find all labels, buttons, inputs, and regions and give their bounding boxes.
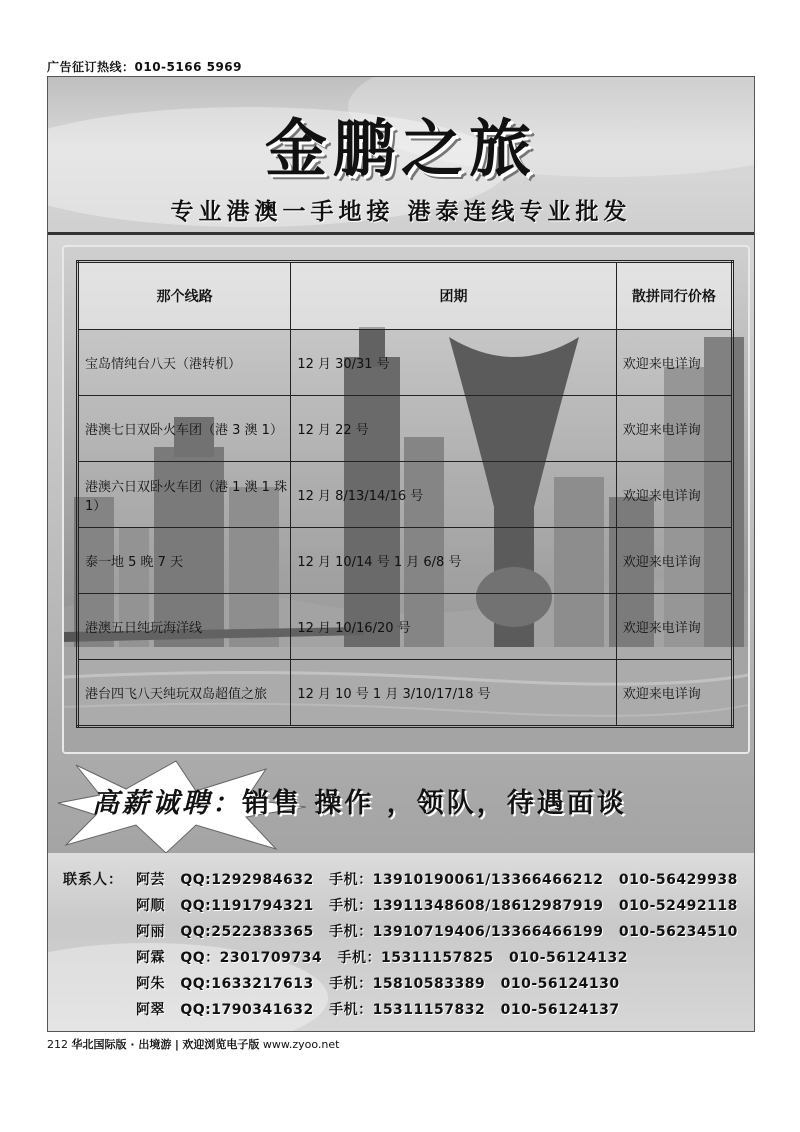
contact-qq: QQ:1633217613 xyxy=(180,976,314,992)
ad-hotline: 广告征订热线：010-5166 5969 xyxy=(47,60,243,74)
brand-title: 金鹏之旅 xyxy=(264,112,537,185)
table-row xyxy=(78,594,733,660)
footer-promo: 欢迎浏览电子版 xyxy=(182,1038,260,1051)
page-number: 212 xyxy=(47,1038,68,1051)
table-row xyxy=(78,396,733,462)
recruitment-banner xyxy=(92,781,627,820)
contact-row xyxy=(136,895,748,915)
table-row xyxy=(78,462,733,528)
table-row xyxy=(78,330,733,396)
contact-mobile: 手机：15810583389 xyxy=(329,976,486,992)
route-table xyxy=(76,260,734,728)
recruitment-label: 高薪诚聘： xyxy=(92,788,242,819)
route-price: 欢迎来电详询 xyxy=(616,660,732,727)
contact-name: 阿朱 xyxy=(136,976,165,992)
contact-row xyxy=(136,973,630,993)
contact-phone: 010-52492118 xyxy=(618,898,738,914)
contact-phone: 010-56124130 xyxy=(500,976,620,992)
brand-slogan: 专业港澳一手地接 港泰连线专业批发 xyxy=(170,199,632,225)
page-footer xyxy=(47,1036,339,1052)
contact-mobile: 手机：13911348608/18612987919 xyxy=(329,898,604,914)
contact-name: 阿翠 xyxy=(136,1002,165,1018)
route-price: 欢迎来电详询 xyxy=(616,528,732,594)
route-name: 宝岛情纯台八天（港转机） xyxy=(78,330,291,396)
contact-mobile: 手机：15311157832 xyxy=(329,1002,486,1018)
advertisement xyxy=(47,76,755,1032)
contacts-label: 联系人： xyxy=(63,872,123,888)
contact-name: 阿顺 xyxy=(136,898,165,914)
route-date: 12 月 30/31 号 xyxy=(291,330,616,396)
contact-phone: 010-56124132 xyxy=(509,950,628,966)
table-header-row xyxy=(78,262,733,330)
route-price: 欢迎来电详询 xyxy=(616,462,732,528)
recruitment-positions: 销售 操作 ，领队，待遇面谈 xyxy=(242,788,627,819)
contact-mobile: 手机：15311157825 xyxy=(337,950,494,966)
header-price: 散拼同行价格 xyxy=(616,262,732,330)
route-price: 欢迎来电详询 xyxy=(616,396,732,462)
contact-qq: QQ:1292984632 xyxy=(180,872,314,888)
website-link[interactable]: www.zyoo.net xyxy=(262,1038,340,1051)
route-date: 12 月 10/14 号 1 月 6/8 号 xyxy=(291,528,616,594)
contact-phone: 010-56429938 xyxy=(618,872,738,888)
route-date: 12 月 10/16/20 号 xyxy=(291,594,616,660)
route-name: 港澳五日纯玩海洋线 xyxy=(78,594,291,660)
route-date: 12 月 8/13/14/16 号 xyxy=(291,462,616,528)
contact-row xyxy=(136,999,630,1019)
route-name: 港台四飞八天纯玩双岛超值之旅 xyxy=(78,660,291,727)
table-row xyxy=(78,528,733,594)
contact-name: 阿芸 xyxy=(136,872,165,888)
contact-mobile: 手机：13910719406/13366466199 xyxy=(329,924,604,940)
contact-qq: QQ:1790341632 xyxy=(180,1002,314,1018)
contact-phone: 010-56124137 xyxy=(500,1002,620,1018)
contact-row xyxy=(136,921,748,941)
route-name: 港澳六日双卧火车团（港 1 澳 1 珠 1） xyxy=(78,462,291,528)
route-price: 欢迎来电详询 xyxy=(616,594,732,660)
contact-row xyxy=(136,947,638,967)
contact-qq: QQ:2522383365 xyxy=(180,924,314,940)
header-route: 那个线路 xyxy=(78,262,291,330)
contact-row xyxy=(136,869,748,889)
contact-name: 阿丽 xyxy=(136,924,165,940)
contact-qq: QQ：2301709734 xyxy=(180,950,323,966)
route-date: 12 月 10 号 1 月 3/10/17/18 号 xyxy=(291,660,616,727)
contact-qq: QQ:1191794321 xyxy=(180,898,314,914)
route-date: 12 月 22 号 xyxy=(291,396,616,462)
table-row xyxy=(78,660,733,727)
contact-phone: 010-56234510 xyxy=(618,924,738,940)
contact-name: 阿霖 xyxy=(136,950,165,966)
header-date: 团期 xyxy=(291,262,616,330)
publication-name: 华北国际版 · 出境游 xyxy=(71,1038,172,1051)
footer-separator: | xyxy=(174,1038,179,1051)
contact-mobile: 手机：13910190061/13366466212 xyxy=(329,872,604,888)
route-name: 泰一地 5 晚 7 天 xyxy=(78,528,291,594)
route-name: 港澳七日双卧火车团（港 3 澳 1） xyxy=(78,396,291,462)
header-divider xyxy=(48,232,754,235)
route-price: 欢迎来电详询 xyxy=(616,330,732,396)
